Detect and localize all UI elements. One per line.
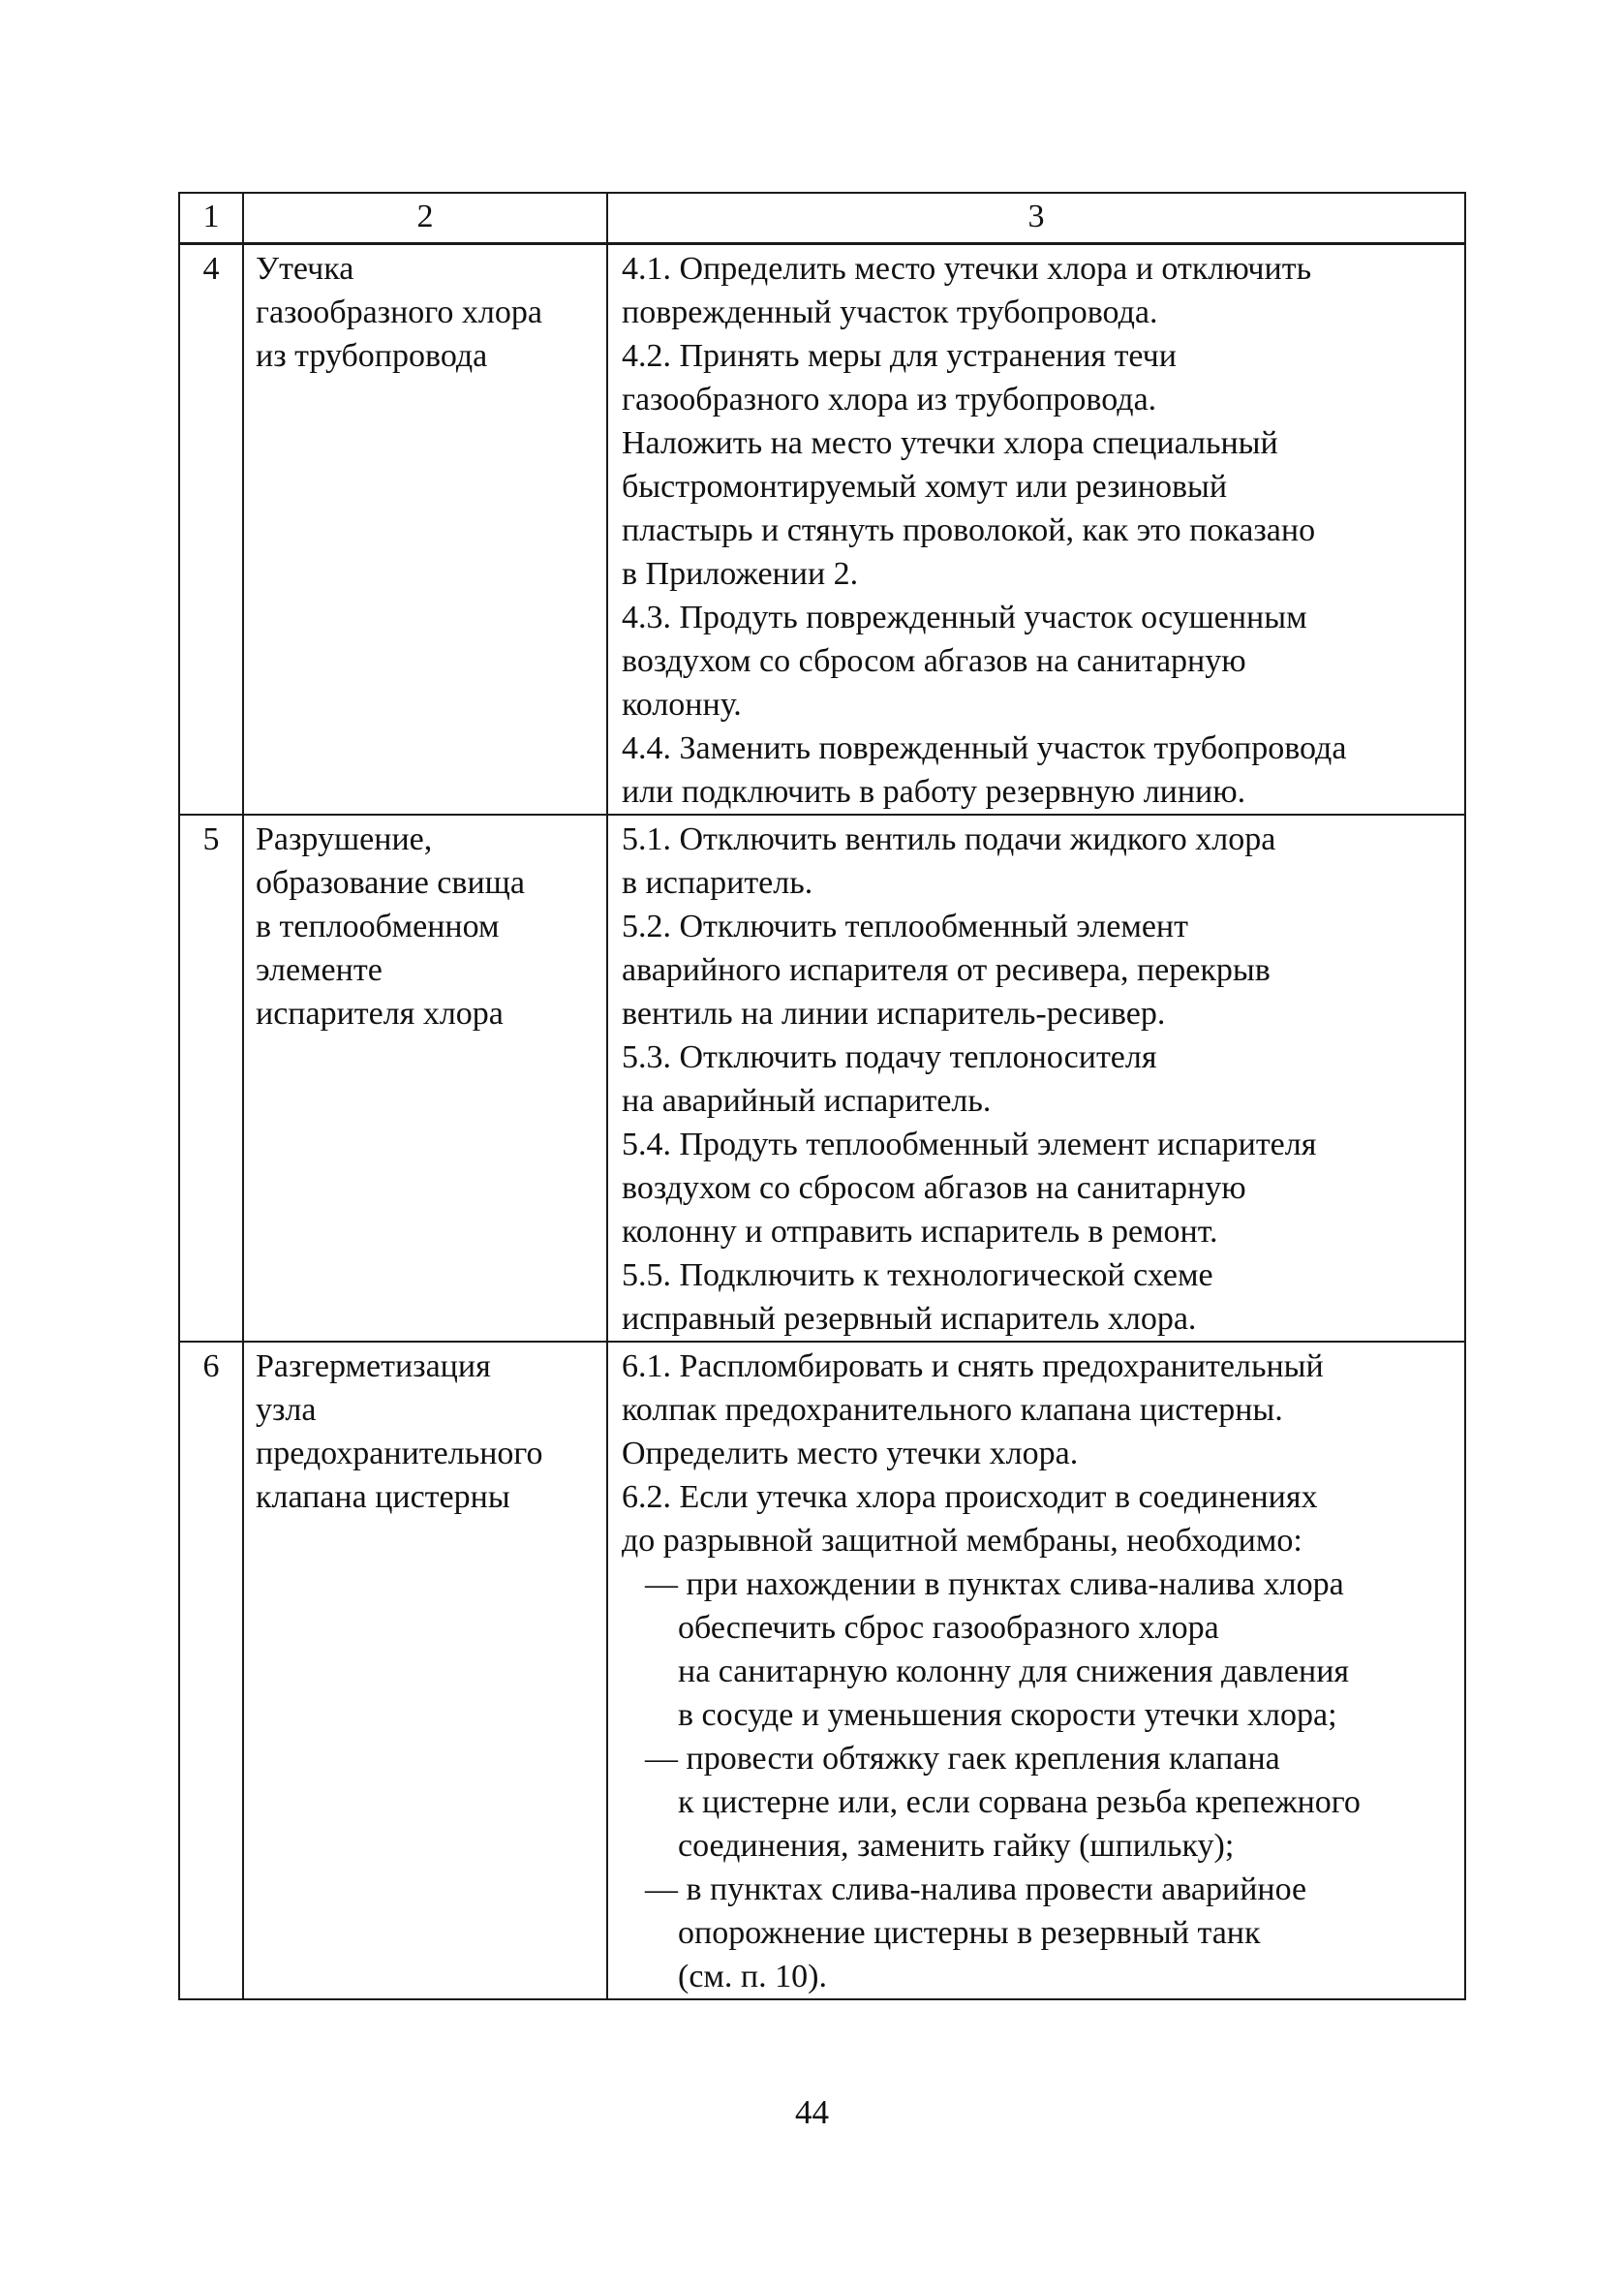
action-line: Определить место утечки хлора.	[622, 1436, 1079, 1471]
table-row	[179, 815, 1465, 1342]
action-line: 5.5. Подключить к технологической схеме	[622, 1257, 1213, 1293]
incident-name-line: в теплообменном	[256, 909, 500, 944]
action-line: 5.3. Отключить подачу теплоносителя	[622, 1039, 1157, 1075]
table-row	[179, 244, 1465, 816]
incident-name-line: Разгерметизация	[256, 1348, 491, 1384]
action-line: колонну.	[622, 687, 742, 723]
incident-name-cell	[243, 1342, 607, 1999]
page-number: 44	[795, 2093, 829, 2131]
action-line: вентиль на линии испаритель-ресивер.	[622, 996, 1166, 1032]
action-line: пластырь и стянуть проволокой, как это показано	[622, 512, 1316, 548]
action-line: (см. п. 10).	[678, 1959, 827, 1994]
row-number-cell	[179, 244, 243, 816]
incident-name-cell	[243, 244, 607, 816]
action-line: соединения, заменить гайку (шпильку);	[678, 1828, 1235, 1864]
incident-name-line: клапана цистерны	[256, 1479, 510, 1515]
incident-name-line: образование свища	[256, 865, 525, 901]
incident-name-line: газообразного хлора	[256, 294, 542, 330]
action-line: на аварийный испаритель.	[622, 1083, 992, 1119]
action-line: быстромонтируемый хомут или резиновый	[622, 469, 1228, 505]
table-row	[179, 1342, 1465, 1999]
action-line: Наложить на место утечки хлора специальный	[622, 425, 1278, 461]
action-line: аварийного испарителя от ресивера, перекрыв	[622, 952, 1271, 988]
incident-name-line: элементе	[256, 952, 383, 988]
action-line: в испаритель.	[622, 865, 813, 901]
action-line: исправный резервный испаритель хлора.	[622, 1301, 1197, 1337]
action-line: 5.4. Продуть теплообменный элемент испарителя	[622, 1127, 1317, 1162]
action-line: поврежденный участок трубопровода.	[622, 294, 1158, 330]
row-number-cell	[179, 1342, 243, 1999]
column-header-1: 1	[179, 193, 243, 244]
action-line: колпак предохранительного клапана цистерны.	[622, 1392, 1283, 1428]
row-number-cell	[179, 815, 243, 1342]
action-cell	[607, 815, 1465, 1342]
incident-name-line: испарителя хлора	[256, 996, 504, 1032]
action-line: в Приложении 2.	[622, 556, 859, 592]
action-line: на санитарную колонну для снижения давления	[678, 1654, 1350, 1689]
action-line: 4.3. Продуть поврежденный участок осушенным	[622, 600, 1307, 635]
action-line: колонну и отправить испаритель в ремонт.	[622, 1214, 1218, 1250]
incident-name-line: узла	[256, 1392, 317, 1428]
action-line: или подключить в работу резервную линию.	[622, 774, 1246, 810]
row-number: 4	[202, 251, 220, 287]
action-line: 5.2. Отключить теплообменный элемент	[622, 909, 1188, 944]
action-line: воздухом со сбросом абгазов на санитарную	[622, 1170, 1246, 1206]
action-line: газообразного хлора из трубопровода.	[622, 382, 1157, 417]
incident-name-line: предохранительного	[256, 1436, 543, 1471]
row-number: 6	[202, 1348, 220, 1384]
action-line: 5.1. Отключить вентиль подачи жидкого хлора	[622, 821, 1276, 857]
action-cell	[607, 244, 1465, 816]
column-header-2: 2	[243, 193, 607, 244]
action-line: в сосуде и уменьшения скорости утечки хлора;	[678, 1697, 1337, 1733]
action-line: воздухом со сбросом абгазов на санитарную	[622, 643, 1246, 679]
incident-table	[178, 192, 1466, 2000]
table-header-row	[179, 193, 1465, 244]
action-line: до разрывной защитной мембраны, необходимо:	[622, 1523, 1302, 1559]
action-line: к цистерне или, если сорвана резьба крепежного	[678, 1784, 1361, 1820]
action-line: 4.1. Определить место утечки хлора и отключить	[622, 251, 1312, 287]
action-cell	[607, 1342, 1465, 1999]
action-line: опорожнение цистерны в резервный танк	[678, 1915, 1261, 1951]
incident-name-cell	[243, 815, 607, 1342]
action-line: 6.2. Если утечка хлора происходит в соединениях	[622, 1479, 1318, 1515]
action-line: 4.2. Принять меры для устранения течи	[622, 338, 1177, 374]
column-header-3: 3	[607, 193, 1465, 244]
incident-name-line: Разрушение,	[256, 821, 433, 857]
action-line: обеспечить сброс газообразного хлора	[678, 1610, 1219, 1646]
incident-name-line: Утечка	[256, 251, 354, 287]
row-number: 5	[202, 821, 220, 857]
action-line: — при нахождении в пунктах слива-налива хлора	[645, 1566, 1344, 1602]
action-line: 6.1. Распломбировать и снять предохранительный	[622, 1348, 1324, 1384]
action-line: — провести обтяжку гаек крепления клапана	[645, 1741, 1280, 1777]
table-body	[179, 244, 1465, 2000]
action-line: — в пунктах слива-налива провести аварийное	[645, 1871, 1307, 1907]
incident-name-line: из трубопровода	[256, 338, 488, 374]
action-line: 4.4. Заменить поврежденный участок трубопровода	[622, 730, 1347, 766]
